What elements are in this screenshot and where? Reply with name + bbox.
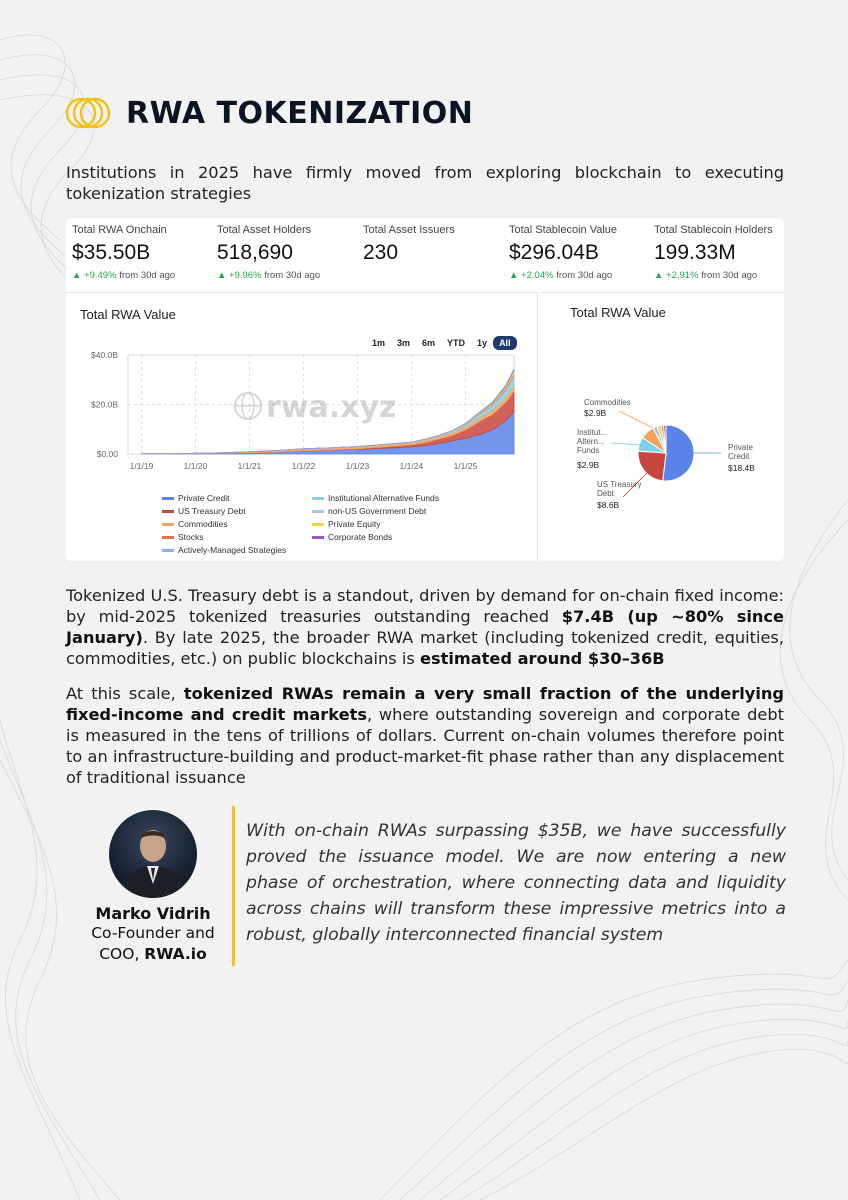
pie-label-us-treasury-debt: US Treasury Debt (597, 480, 642, 498)
stat-label: Total Stablecoin Value (509, 224, 618, 236)
legend-label: Private Equity (328, 519, 381, 529)
legend-swatch (162, 510, 174, 513)
y-tick-label: $20.0B (91, 399, 118, 410)
person-silhouette-icon (109, 810, 197, 898)
area-chart-title: Total RWA Value (80, 307, 176, 322)
legend-item[interactable] (162, 493, 230, 503)
intro-paragraph: Institutions in 2025 have firmly moved from exploring blockchain to executing tokenization strategies (66, 163, 784, 203)
range-6m[interactable]: 6m (422, 338, 436, 348)
svg-text:rwa.xyz: rwa.xyz (266, 390, 397, 425)
x-tick-label: 1/1/20 (183, 461, 208, 471)
legend-item[interactable] (312, 506, 426, 516)
legend-swatch (312, 536, 324, 539)
x-tick-label: 1/1/23 (345, 461, 370, 471)
stat-value: 518,690 (217, 241, 293, 264)
rwa-dashboard (66, 218, 784, 561)
legend-label: Stocks (178, 532, 204, 542)
legend-swatch (312, 523, 324, 526)
legend-swatch (162, 523, 174, 526)
stat-total-asset-holders (217, 224, 357, 281)
paragraph-scale: At this scale, tokenized RWAs remain a very small fraction of the underlying fixed-income and credit markets, where outstanding sovereign and corporate debt is measured in the tens of trillions of dollars. Current on-chain volumes therefore point to an infrastructure-building and product-market-fit phase rather than any displacement of traditional issuance (66, 684, 784, 787)
legend-swatch (162, 497, 174, 500)
legend-label: US Treasury Debt (178, 506, 246, 516)
legend-item[interactable] (162, 545, 286, 555)
stat-total-asset-issuers (363, 224, 503, 265)
pie-value-us-treasury-debt: $8.6B (597, 500, 620, 510)
stat-change: ▲ +2.04% from 30d ago (509, 270, 613, 281)
stat-change: ▲ +9.96% from 30d ago (217, 270, 321, 281)
stats-row (66, 218, 784, 290)
pie-value-commodities: $2.9B (584, 408, 607, 418)
stat-total-stablecoin-holders (654, 224, 784, 281)
legend-item[interactable] (162, 506, 246, 516)
range-1y[interactable]: 1y (477, 338, 488, 348)
pie-chart-panel (541, 292, 784, 561)
range-ytd[interactable]: YTD (447, 338, 466, 348)
pie-label-commodities: Commodities (584, 398, 631, 407)
legend-label: Corporate Bonds (328, 532, 393, 542)
area-chart-panel (66, 292, 538, 561)
range-all[interactable]: All (493, 336, 517, 350)
pie-chart-title: Total RWA Value (570, 305, 666, 320)
legend-swatch (312, 510, 324, 513)
legend-item[interactable] (162, 519, 228, 529)
pie-slice-0 (663, 425, 694, 481)
quote-accent-bar (232, 806, 235, 966)
pie-label-private-credit: Private Credit (728, 443, 753, 461)
x-tick-label: 1/1/19 (129, 461, 154, 471)
header (64, 92, 473, 134)
range-3m[interactable]: 3m (397, 338, 411, 348)
legend-label: Institutional Alternative Funds (328, 493, 440, 503)
stat-total-rwa-onchain (72, 224, 212, 281)
pie-leader-line (611, 443, 641, 445)
stat-label: Total Asset Issuers (363, 224, 455, 236)
stat-total-stablecoin-value (509, 224, 649, 281)
y-tick-label: $0.00 (96, 449, 118, 459)
quote-author (78, 810, 228, 965)
range-1m[interactable]: 1m (372, 338, 386, 348)
yellow-rings-logo-icon (64, 92, 116, 134)
legend-label: Actively-Managed Strategies (178, 545, 287, 555)
rwa-watermark (235, 390, 397, 425)
pie-value-private-credit: $18.4B (728, 463, 755, 473)
avatar (109, 810, 197, 898)
x-tick-label: 1/1/25 (453, 461, 478, 471)
page-title: RWA TOKENIZATION (126, 95, 474, 131)
pie-chart (541, 293, 784, 561)
stat-value: $296.04B (509, 241, 599, 264)
pie-slice-1 (638, 451, 666, 481)
legend-label: Commodities (178, 519, 228, 529)
stat-value: 199.33M (654, 241, 736, 264)
legend-label: non-US Government Debt (328, 506, 427, 516)
x-tick-label: 1/1/22 (291, 461, 316, 471)
legend-label: Private Credit (178, 493, 230, 503)
stat-change: ▲ +2.91% from 30d ago (654, 270, 758, 281)
legend-item[interactable] (162, 532, 204, 542)
legend-item[interactable] (312, 519, 380, 529)
quote-text: With on-chain RWAs surpassing $35B, we have successfully proved the issuance model. We are now entering a new phase of orchestration, where connecting data and liquidity across chains will transform these impressive metrics into a robust, globally interconnected financial system (246, 821, 786, 945)
stat-label: Total Asset Holders (217, 224, 312, 236)
stat-value: $35.50B (72, 241, 151, 264)
person-role: Co-Founder and COO, RWA.io (91, 924, 215, 963)
area-chart (66, 293, 538, 493)
paragraph-treasury: Tokenized U.S. Treasury debt is a standout, driven by demand for on-chain fixed income: by mid-2025 tokenized treasuries outstanding reached $7.4B (up ~80% since January). By late 2025, the broader RWA market (including tokenized credit, equities, commodities, etc.) on public blockchains is estimated around $30–36B (66, 586, 784, 668)
stat-change: ▲ +9.49% from 30d ago (72, 270, 176, 281)
x-tick-label: 1/1/21 (237, 461, 262, 471)
pie-label-institutional-alt-funds: Institut... Altern... Funds (577, 428, 608, 455)
y-tick-label: $40.0B (91, 350, 118, 360)
x-tick-label: 1/1/24 (399, 461, 424, 471)
pie-value-institutional-alt-funds: $2.9B (577, 460, 600, 470)
stat-value: 230 (363, 241, 399, 264)
legend-swatch (162, 549, 174, 552)
stat-label: Total Stablecoin Holders (654, 224, 773, 236)
pie-leader-line (619, 411, 653, 428)
person-name: Marko Vidrih (95, 904, 211, 923)
legend-swatch (162, 536, 174, 539)
legend-item[interactable] (312, 532, 392, 542)
legend-item[interactable] (312, 493, 439, 503)
legend-swatch (312, 497, 324, 500)
stat-label: Total RWA Onchain (72, 224, 167, 236)
